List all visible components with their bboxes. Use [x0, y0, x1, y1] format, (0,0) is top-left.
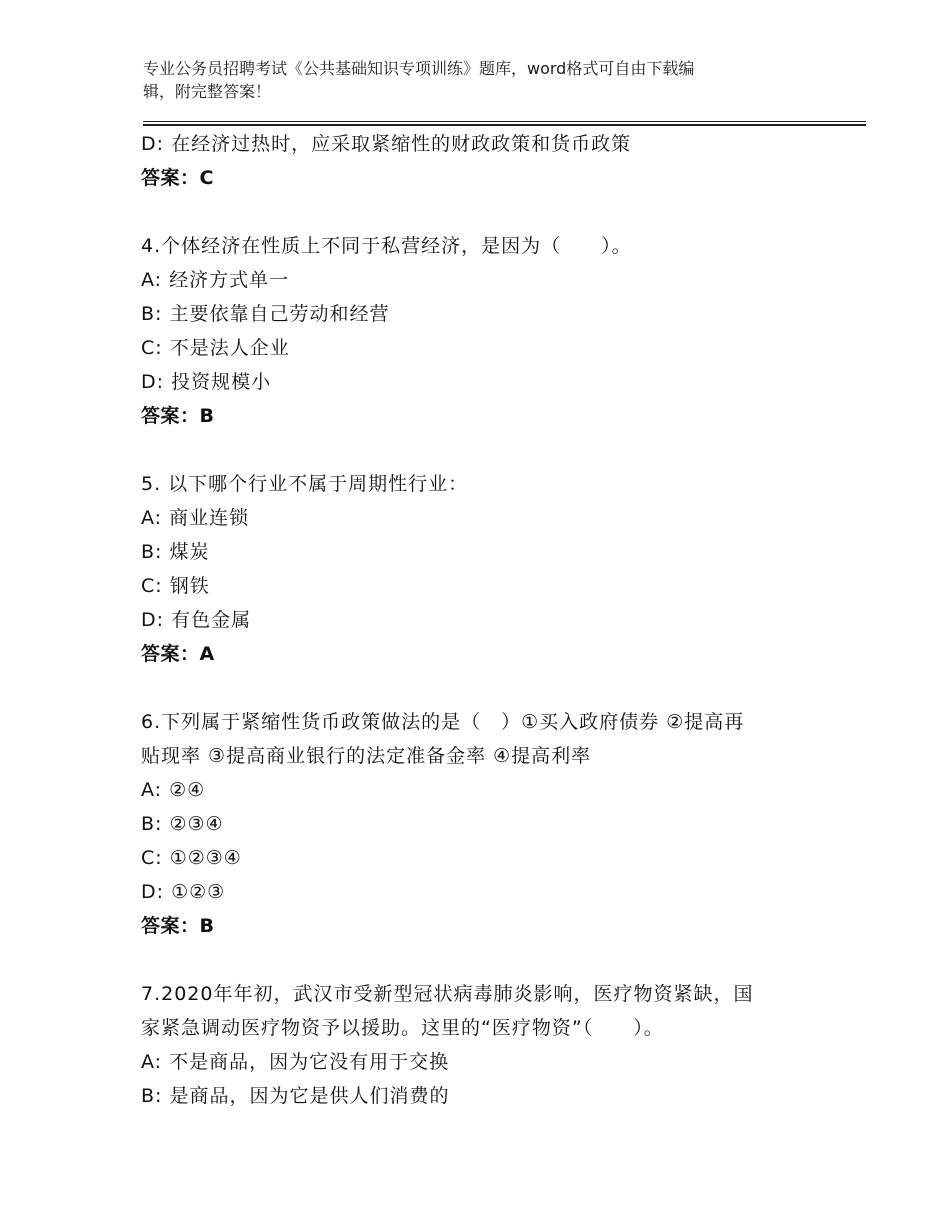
answer: 答案：B — [141, 405, 215, 427]
header-divider-thin — [143, 121, 866, 122]
answer: 答案：B — [141, 915, 215, 937]
option-d: D: 有色金属 — [141, 609, 252, 631]
option-c: C: 钢铁 — [141, 575, 210, 597]
header-divider-thick — [143, 124, 866, 126]
option-c: C: 不是法人企业 — [141, 337, 290, 359]
question-stem-line-2: 贴现率 ③提高商业银行的法定准备金率 ④提高利率 — [141, 745, 592, 767]
header-line-1: 专业公务员招聘考试《公共基础知识专项训练》题库，word格式可自由下载编 — [143, 59, 695, 78]
option-c: C: ①②③④ — [141, 847, 242, 869]
question-stem: 4.个体经济在性质上不同于私营经济，是因为（ ）。 — [141, 235, 632, 257]
option-d: D: ①②③ — [141, 881, 226, 903]
question-stem-line-2: 家紧急调动医疗物资予以援助。这里的“医疗物资”（ ）。 — [141, 1017, 664, 1039]
question-content — [141, 127, 821, 1113]
spacer — [141, 195, 821, 229]
option-d: D: 投资规模小 — [141, 371, 272, 393]
spacer — [141, 943, 821, 977]
option-b: B: 主要依靠自己劳动和经营 — [141, 303, 390, 325]
question-block-6 — [141, 705, 821, 943]
option-b: B: ②③④ — [141, 813, 224, 835]
question-stem-line-1: 6.下列属于紧缩性货币政策做法的是（ ）①买入政府债券 ②提高再 — [141, 711, 745, 733]
option-b: B: 煤炭 — [141, 541, 210, 563]
page-header — [143, 57, 833, 103]
question-stem-line-1: 7.2020年年初，武汉市受新型冠状病毒肺炎影响，医疗物资紧缺，国 — [141, 983, 754, 1005]
question-block-4 — [141, 229, 821, 433]
option-a: A: 不是商品，因为它没有用于交换 — [141, 1051, 450, 1073]
option-d-fragment: D: 在经济过热时，应采取紧缩性的财政政策和货币政策 — [141, 133, 632, 155]
spacer — [141, 671, 821, 705]
answer-fragment: 答案：C — [141, 167, 214, 189]
option-b: B: 是商品，因为它是供人们消费的 — [141, 1085, 450, 1107]
option-a: A: ②④ — [141, 779, 206, 801]
spacer — [141, 433, 821, 467]
answer: 答案：A — [141, 643, 215, 665]
question-stem: 5. 以下哪个行业不属于周期性行业： — [141, 473, 469, 495]
header-line-2: 辑，附完整答案！ — [143, 82, 272, 101]
question-block-7 — [141, 977, 821, 1113]
option-a: A: 经济方式单一 — [141, 269, 290, 291]
option-a: A: 商业连锁 — [141, 507, 250, 529]
question-block-5 — [141, 467, 821, 671]
